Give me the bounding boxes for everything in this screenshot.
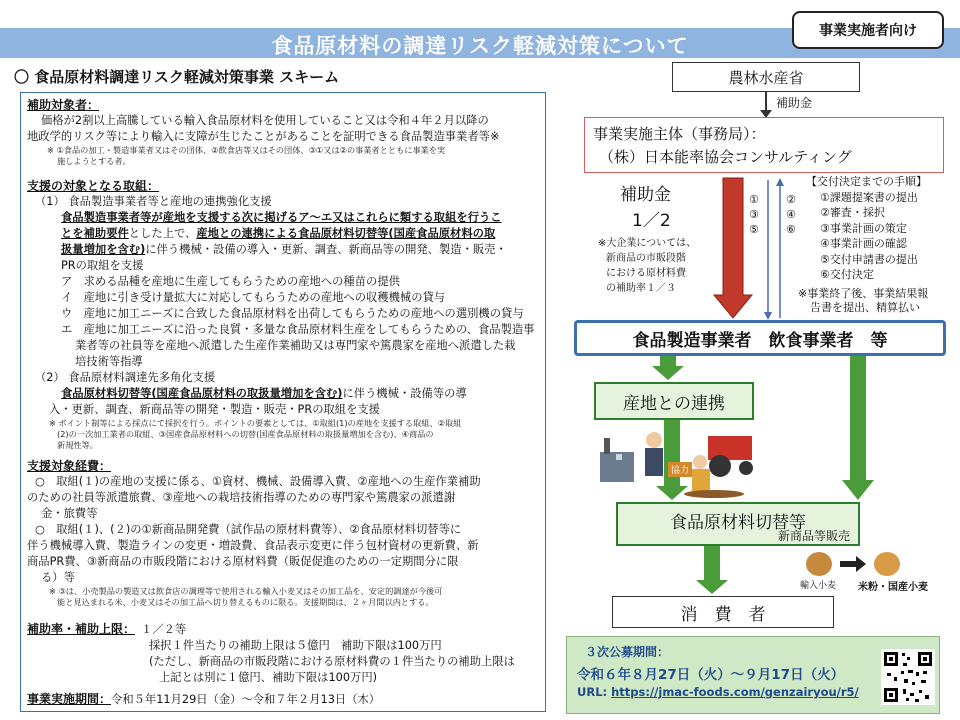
step-num-5: ⑤: [749, 223, 759, 236]
cost2-line4: る）等: [41, 571, 75, 584]
green-arrow-3: [842, 356, 874, 500]
step-num-3: ③: [749, 208, 759, 221]
sub-note-3: における原材料費: [606, 268, 686, 279]
sub-note-1: ※大企業については、: [598, 238, 697, 249]
post-note-2: 告書を提出、精算払い: [810, 301, 920, 314]
subsidy-rate: 1／2: [632, 211, 671, 231]
activities-heading: 支援の対象となる取組：: [27, 179, 160, 193]
procedure-step-3: ③事業計画の策定: [820, 221, 907, 235]
person-head-icon: [646, 432, 662, 448]
item1-line3-bold: 扱量増加を含む): [61, 243, 146, 256]
cost2-line2: 伴う機械導入費、製造ラインの変更・増設費、食品表示変更に伴う包材資材の更新費、新: [27, 539, 479, 552]
item1-line1: 食品製造事業者等が産地を支援する次に掲げるア～エ又はこれらに類する取組を行うこ: [61, 211, 502, 224]
recruit-dates: 令和６年８月27日（火）～９月17日（火）: [577, 667, 845, 683]
step-num-6: ⑥: [786, 223, 796, 236]
item1-title: （1） 食品製造事業者等と産地の連携強化支援: [35, 195, 272, 208]
item1-line3-rest: に伴う機械・設備の導入・更新、調査、新商品等の開発、製造・販売・: [145, 243, 507, 256]
tractor-wheel-small-icon: [739, 461, 753, 475]
operators-box: 食品製造事業者 飲食事業者 等: [574, 320, 946, 356]
person-suit-icon: [645, 448, 663, 476]
cost1-line3: 金・旅費等: [41, 507, 98, 520]
activities-note-c: 新規性等。: [57, 440, 98, 450]
item-a: ア 求める品種を産地に生産してもらうための産地への種苗の提供: [61, 275, 400, 288]
rate-line3: 上記とは別に１億円、補助下限は100万円): [159, 671, 378, 684]
procedure-step-4: ④事業計画の確認: [820, 237, 907, 250]
eligible-heading: 補助対象者：: [27, 98, 100, 112]
activities-note-a: ※ ポイント制等による採点にて採択を行う。ポイントの要素としては、①取組(1)の産地を支援する取組、②取組: [49, 418, 462, 428]
implementer-line2: （株）日本能率協会コンサルティング: [599, 148, 852, 166]
item2-line2: 入・更新、調査、新商品等の開発・製造・販売・PRの取組を支援: [49, 403, 380, 416]
item1-line2-bold: とを補助要件: [61, 227, 129, 240]
procedure-step-1: ①課題提案書の提出: [820, 190, 918, 204]
rate-heading: 補助率・補助上限：: [27, 622, 136, 636]
post-note-1: ※事業終了後、事業結果報: [798, 287, 929, 300]
cost1-line1: ○ 取組(１)の産地の支援に係る、①資材、機械、設備導入費、②産地への生産作業補助: [35, 475, 481, 488]
rate-value: １／２等: [141, 623, 187, 636]
cooperation-label: 協力: [668, 462, 692, 477]
green-arrow-1: [652, 356, 684, 380]
cost1-line2: のための社員等派遣旅費、③産地への栽培技術指導のための専門家や篤農家の派遣謝: [27, 491, 456, 504]
factory-window-icon: [616, 454, 622, 460]
procedure-step-2: ②審査・採択: [820, 206, 885, 219]
bread-domestic-icon: [874, 552, 900, 576]
item2-line1-bold: 食品原材料切替等(国産食品原材料の取扱量増加を含む): [61, 387, 343, 400]
item-e1: エ 産地に加工ニーズに沿った良質・多量な食品原材料生産をしてもらうための、食品製造事: [61, 323, 535, 336]
subsidy-note: [598, 236, 696, 296]
item2-title: （2） 食品原材料調達先多角化支援: [35, 371, 216, 384]
item-e2: 業者等の社員等を産地へ派遣した生産作業補助又は専門家や篤農家を産地へ派遣した栽: [75, 339, 516, 352]
qr-code-pattern: [881, 649, 935, 705]
soil-icon: [684, 490, 744, 498]
item-e3: 培技術等指導: [75, 355, 143, 368]
imported-wheat-label: 輸入小麦: [800, 581, 837, 591]
period-value: 令和５年11月29日（金）～令和７年２月13日（木）: [111, 693, 381, 706]
procedure-step-6: ⑥交付決定: [820, 268, 874, 281]
item-i: イ 産地に引き受け量拡大に対応してもらうための産地への収穫機械の貸与: [61, 291, 446, 304]
switch-label: 食品原材料切替等: [670, 513, 806, 533]
collab-box: 産地との連携: [594, 382, 754, 420]
item-u: ウ 産地に加工ニーズに合致した食品原材料を出荷してもらうための産地への選別機の貸与: [61, 307, 524, 320]
eligible-line2: 地政学的リスク等により輸入に支障が生じたことがあることを証明できる食品製造事業者等※: [27, 130, 500, 143]
costs-note-b: 能と見込まれる米、小麦又はその加工品へ切り替えるものに限る。支援期間は、２ヶ月間以内とする。: [57, 597, 434, 607]
costs-note-a: ※ ③は、小売製品の製造又は飲食店の調理等で使用される輸入小麦又はその加工品を、安定的調達が今後可: [49, 586, 443, 596]
step-num-1: ①: [749, 193, 759, 206]
rate-line1: 採択１件当たりの補助上限は５億円 補助下限は100万円: [149, 639, 442, 652]
rice-flour-label: 米粉・国産小麦: [858, 582, 928, 593]
item1-line4: PRの取組を支援: [61, 259, 144, 272]
page-title: 食品原材料の調達リスク軽減対策について: [271, 34, 689, 58]
farmer-body-icon: [692, 469, 710, 491]
cost2-line1: ○ 取組(１)、(２)の①新商品開発費（試作品の原材料費等）、②食品原材料切替等に: [35, 523, 462, 536]
bread-imported-icon: [806, 552, 832, 576]
cost2-line3: 商品PR費、③新商品の市販段階における原材料費（販促促進のための一定期間分に限: [27, 555, 459, 568]
farmer-head-icon: [693, 455, 707, 469]
green-arrow-4: [696, 546, 728, 594]
new-products-label: 新商品等販売: [778, 529, 851, 543]
implementer-box: [584, 117, 944, 173]
post-note: [798, 287, 928, 315]
step-num-4: ④: [786, 208, 796, 221]
scheme-title: 〇 食品原材料調達リスク軽減対策事業 スキーム: [14, 68, 340, 86]
step-num-2: ②: [786, 193, 796, 206]
procedure-step-5: ⑤交付申請書の提出: [820, 252, 918, 266]
recruit-title: ３次公募期間：: [585, 645, 670, 659]
up-arrow-head: [776, 178, 784, 186]
wheat-arrow: [840, 556, 866, 572]
period-heading: 事業実施期間：: [27, 692, 112, 706]
recruit-box: [566, 636, 940, 714]
subsidy-big-label: 補助金: [620, 185, 671, 205]
tractor-wheel-icon: [709, 455, 731, 477]
factory-chimney-icon: [604, 438, 610, 454]
sub-note-2: 新商品の市販段階: [606, 253, 686, 264]
procedure-list: [806, 174, 927, 283]
collab-illustration: [596, 424, 776, 500]
recruit-url-row: [577, 685, 859, 699]
audience-badge: 事業実施者向け: [792, 11, 944, 49]
procedure-title: 【交付決定までの手順】: [806, 175, 927, 188]
eligible-line1: 価格が2割以上高騰している輸入食品原材料を使用していること又は令和４年２月以降の: [41, 114, 489, 127]
item2-line1-rest: に伴う機械・設備等の導: [342, 387, 467, 400]
costs-heading: 支援対象経費：: [27, 459, 112, 473]
eligible-note2: 施しようとする者。: [57, 156, 131, 166]
consumer-box: 消 費 者: [612, 596, 834, 628]
ministry-box: 農林水産省: [672, 62, 860, 92]
recruit-url-link[interactable]: https://jmac-foods.com/genzairyou/r5/: [611, 685, 859, 699]
step-numbers-right: [786, 192, 796, 237]
sub-note-4: の補助率１／３: [606, 283, 676, 294]
subsidy-red-arrow: [714, 178, 752, 318]
rate-line2: (ただし、新商品の市販段階における原材料費の１件当たりの補助上限は: [149, 655, 515, 668]
recruit-url-label: URL:: [577, 685, 612, 699]
item1-line2-rest: とした上で、: [128, 227, 197, 240]
eligible-note1: ※ ①食品の加工・製造事業者又はその団体、②飲食店等又はその団体、③①又は②の事業者とともに事業を実: [47, 145, 446, 155]
step-numbers-left: [749, 192, 759, 237]
implementer-line1: 事業実施主体（事務局）：: [593, 125, 766, 143]
subsidy-small-label: 補助金: [776, 96, 813, 110]
qr-code-icon[interactable]: [881, 649, 935, 705]
activities-note-b: (2)の一次加工業者の取組、③国産食品原材料への切替(国産食品原材料の取扱量増加を含む)、④商品の: [57, 429, 434, 439]
tractor-icon: [708, 436, 752, 460]
item1-line2-bold2: 産地との連携による食品原材料切替等(国産食品原材料の取: [196, 227, 496, 240]
down-arrow-head: [764, 312, 772, 320]
